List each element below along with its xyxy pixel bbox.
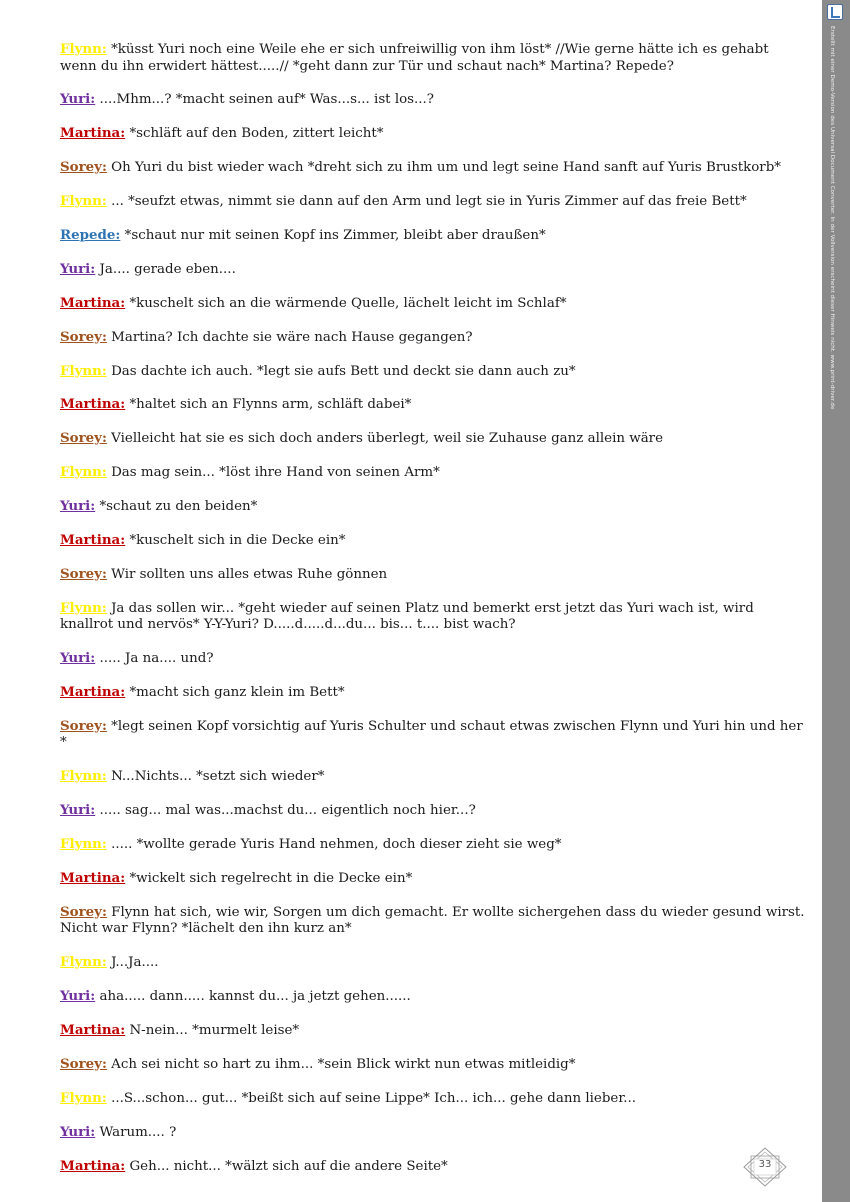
speaker-name: Flynn: (60, 836, 107, 853)
dialogue-text: aha..... dann..... kannst du... ja jetzt gehen...... (99, 989, 411, 1005)
dialogue-line (60, 836, 805, 854)
speaker-name: Yuri: (60, 802, 96, 819)
dialogue-text: Vielleicht hat sie es sich doch anders überlegt, weil sie Zuhause ganz allein wäre (111, 431, 664, 447)
dialogue-line (60, 1158, 805, 1176)
dialogue-line (60, 125, 805, 143)
dialogue-text: Oh Yuri du bist wieder wach *dreht sich zu ihm um und legt seine Hand sanft auf Yuris Brustkorb* (111, 160, 781, 176)
dialogue-text: ...S...schon... gut... *beißt sich auf seine Lippe* Ich... ich... gehe dann lieber... (111, 1090, 637, 1106)
dialogue-text: Ja.... gerade eben.... (99, 261, 236, 277)
speaker-name: Repede: (60, 226, 121, 243)
dialogue-text: ..... *wollte gerade Yuris Hand nehmen, doch dieser zieht sie weg* (111, 837, 562, 853)
speaker-name: Yuri: (60, 650, 96, 667)
speaker-name: Martina: (60, 1157, 126, 1174)
speaker-name: Flynn: (60, 768, 107, 785)
dialogue-text: *küsst Yuri noch eine Weile ehe er sich unfreiwillig von ihm löst* //Wie gerne hätte ich es gehabt wenn du ihn erwidert hättest.....// *geht dann zur Tür und schaut nach* Martina? Repede? (60, 42, 769, 74)
converter-sidebar (822, 0, 850, 1202)
speaker-name: Flynn: (60, 41, 107, 57)
speaker-name: Flynn: (60, 1089, 107, 1106)
dialogue-text: Ja das sollen wir... *geht wieder auf seinen Platz und bemerkt erst jetzt das Yuri wach ist, wird knallrot und nervös* Y-Y-Yuri? D.....d.....d...du... bis... t.... bist wach? (60, 600, 754, 633)
dialogue-text: ..... sag... mal was...machst du... eigentlich noch hier...? (99, 803, 476, 819)
speaker-name: Yuri: (60, 498, 96, 515)
speaker-name: Sorey: (60, 565, 107, 582)
dialogue-line (60, 650, 805, 668)
page-number: 33 (758, 1159, 772, 1170)
dialogue-text: Flynn hat sich, wie wir, Sorgen um dich gemacht. Er wollte sichergehen dass du wieder gesund wirst. Nicht war Flynn? *lächelt den ihn kurz an* (60, 904, 805, 937)
speaker-name: Flynn: (60, 362, 107, 379)
dialogue-line (60, 396, 805, 414)
dialogue-line (60, 1124, 805, 1142)
speaker-name: Yuri: (60, 1123, 96, 1140)
doc-converter-icon (827, 4, 843, 20)
speaker-name: Martina: (60, 684, 126, 701)
dialogue-line (60, 261, 805, 279)
speaker-name: Martina: (60, 869, 126, 886)
dialogue-line (60, 363, 805, 381)
dialogue-line (60, 464, 805, 482)
dialogue-line (60, 1090, 805, 1108)
dialogue-text: Ach sei nicht so hart zu ihm... *sein Blick wirkt nun etwas mitleidig* (111, 1056, 576, 1072)
dialogue-line (60, 870, 805, 888)
dialogue-text: *wickelt sich regelrecht in die Decke ein* (129, 870, 413, 886)
speaker-name: Sorey: (60, 1055, 107, 1072)
dialogue-line (60, 718, 805, 752)
dialogue-text: N...Nichts... *setzt sich wieder* (111, 769, 325, 785)
dialogue-text: Martina? Ich dachte sie wäre nach Hause gegangen? (111, 329, 473, 345)
dialogue-text: Geh... nicht... *wälzt sich auf die andere Seite* (129, 1158, 448, 1174)
dialogue-line (60, 532, 805, 550)
dialogue-text: Wir sollten uns alles etwas Ruhe gönnen (111, 566, 388, 582)
dialogue-line (60, 1056, 805, 1074)
speaker-name: Sorey: (60, 717, 107, 734)
dialogue-text: *kuschelt sich an die wärmende Quelle, lächelt leicht im Schlaf* (129, 295, 567, 311)
dialogue-text: *legt seinen Kopf vorsichtig auf Yuris Schulter und schaut etwas zwischen Flynn und Yuri hin und her * (60, 718, 803, 751)
dialogue-text: *schaut nur mit seinen Kopf ins Zimmer, bleibt aber draußen* (124, 227, 546, 243)
speaker-name: Flynn: (60, 954, 107, 971)
converter-notice: Erstellt mit einer Demo-Version des Universal Document Converter. In der Vollversion erscheint dieser Hinweis nicht. www.print-driver.de (829, 26, 835, 410)
dialogue-text: Das dachte ich auch. *legt sie aufs Bett und deckt sie dann auch zu* (111, 363, 576, 379)
dialogue-text: *schläft auf den Boden, zittert leicht* (129, 126, 384, 142)
dialogue-line (60, 193, 805, 211)
speaker-name: Flynn: (60, 464, 107, 481)
dialogue-line (60, 329, 805, 347)
dialogue-text: *macht sich ganz klein im Bett* (129, 685, 345, 701)
dialogue-line (60, 684, 805, 702)
dialogue-line (60, 1022, 805, 1040)
speaker-name: Sorey: (60, 903, 107, 920)
dialogue-text: *kuschelt sich in die Decke ein* (129, 532, 346, 548)
speaker-name: Yuri: (60, 91, 96, 108)
speaker-name: Martina: (60, 294, 126, 311)
dialogue-text: *haltet sich an Flynns arm, schläft dabei* (129, 397, 412, 413)
dialogue-line (60, 41, 805, 75)
speaker-name: Yuri: (60, 260, 96, 277)
speaker-name: Yuri: (60, 988, 96, 1005)
dialogue-line (60, 498, 805, 516)
speaker-name: Sorey: (60, 159, 107, 176)
dialogue-text: ..... Ja na.... und? (99, 651, 214, 667)
speaker-name: Martina: (60, 396, 126, 413)
dialogue-line (60, 954, 805, 972)
dialogue-text: *schaut zu den beiden* (99, 499, 258, 515)
speaker-name: Sorey: (60, 328, 107, 345)
dialogue-line (60, 91, 805, 109)
dialogue-lines (60, 41, 805, 1192)
page-number-badge (742, 1146, 788, 1188)
speaker-name: Flynn: (60, 193, 107, 210)
speaker-name: Martina: (60, 125, 126, 142)
dialogue-text: ... *seufzt etwas, nimmt sie dann auf den Arm und legt sie in Yuris Zimmer auf das freie Bett* (111, 194, 747, 210)
dialogue-text: ....Mhm...? *macht seinen auf* Was...s... ist los...? (99, 92, 434, 108)
dialogue-line (60, 227, 805, 245)
dialogue-line (60, 295, 805, 313)
dialogue-text: Das mag sein... *löst ihre Hand von seinen Arm* (111, 465, 440, 481)
dialogue-line (60, 600, 805, 634)
speaker-name: Martina: (60, 1022, 126, 1039)
speaker-name: Flynn: (60, 599, 107, 616)
dialogue-line (60, 802, 805, 820)
dialogue-text: J...Ja.... (111, 955, 159, 971)
dialogue-line (60, 768, 805, 786)
dialogue-line (60, 566, 805, 584)
dialogue-text: Warum.... ? (99, 1124, 177, 1140)
dialogue-text: N-nein... *murmelt leise* (129, 1023, 300, 1039)
dialogue-line (60, 988, 805, 1006)
speaker-name: Sorey: (60, 430, 107, 447)
speaker-name: Martina: (60, 531, 126, 548)
dialogue-line (60, 430, 805, 448)
dialogue-line (60, 904, 805, 938)
dialogue-line (60, 159, 805, 177)
